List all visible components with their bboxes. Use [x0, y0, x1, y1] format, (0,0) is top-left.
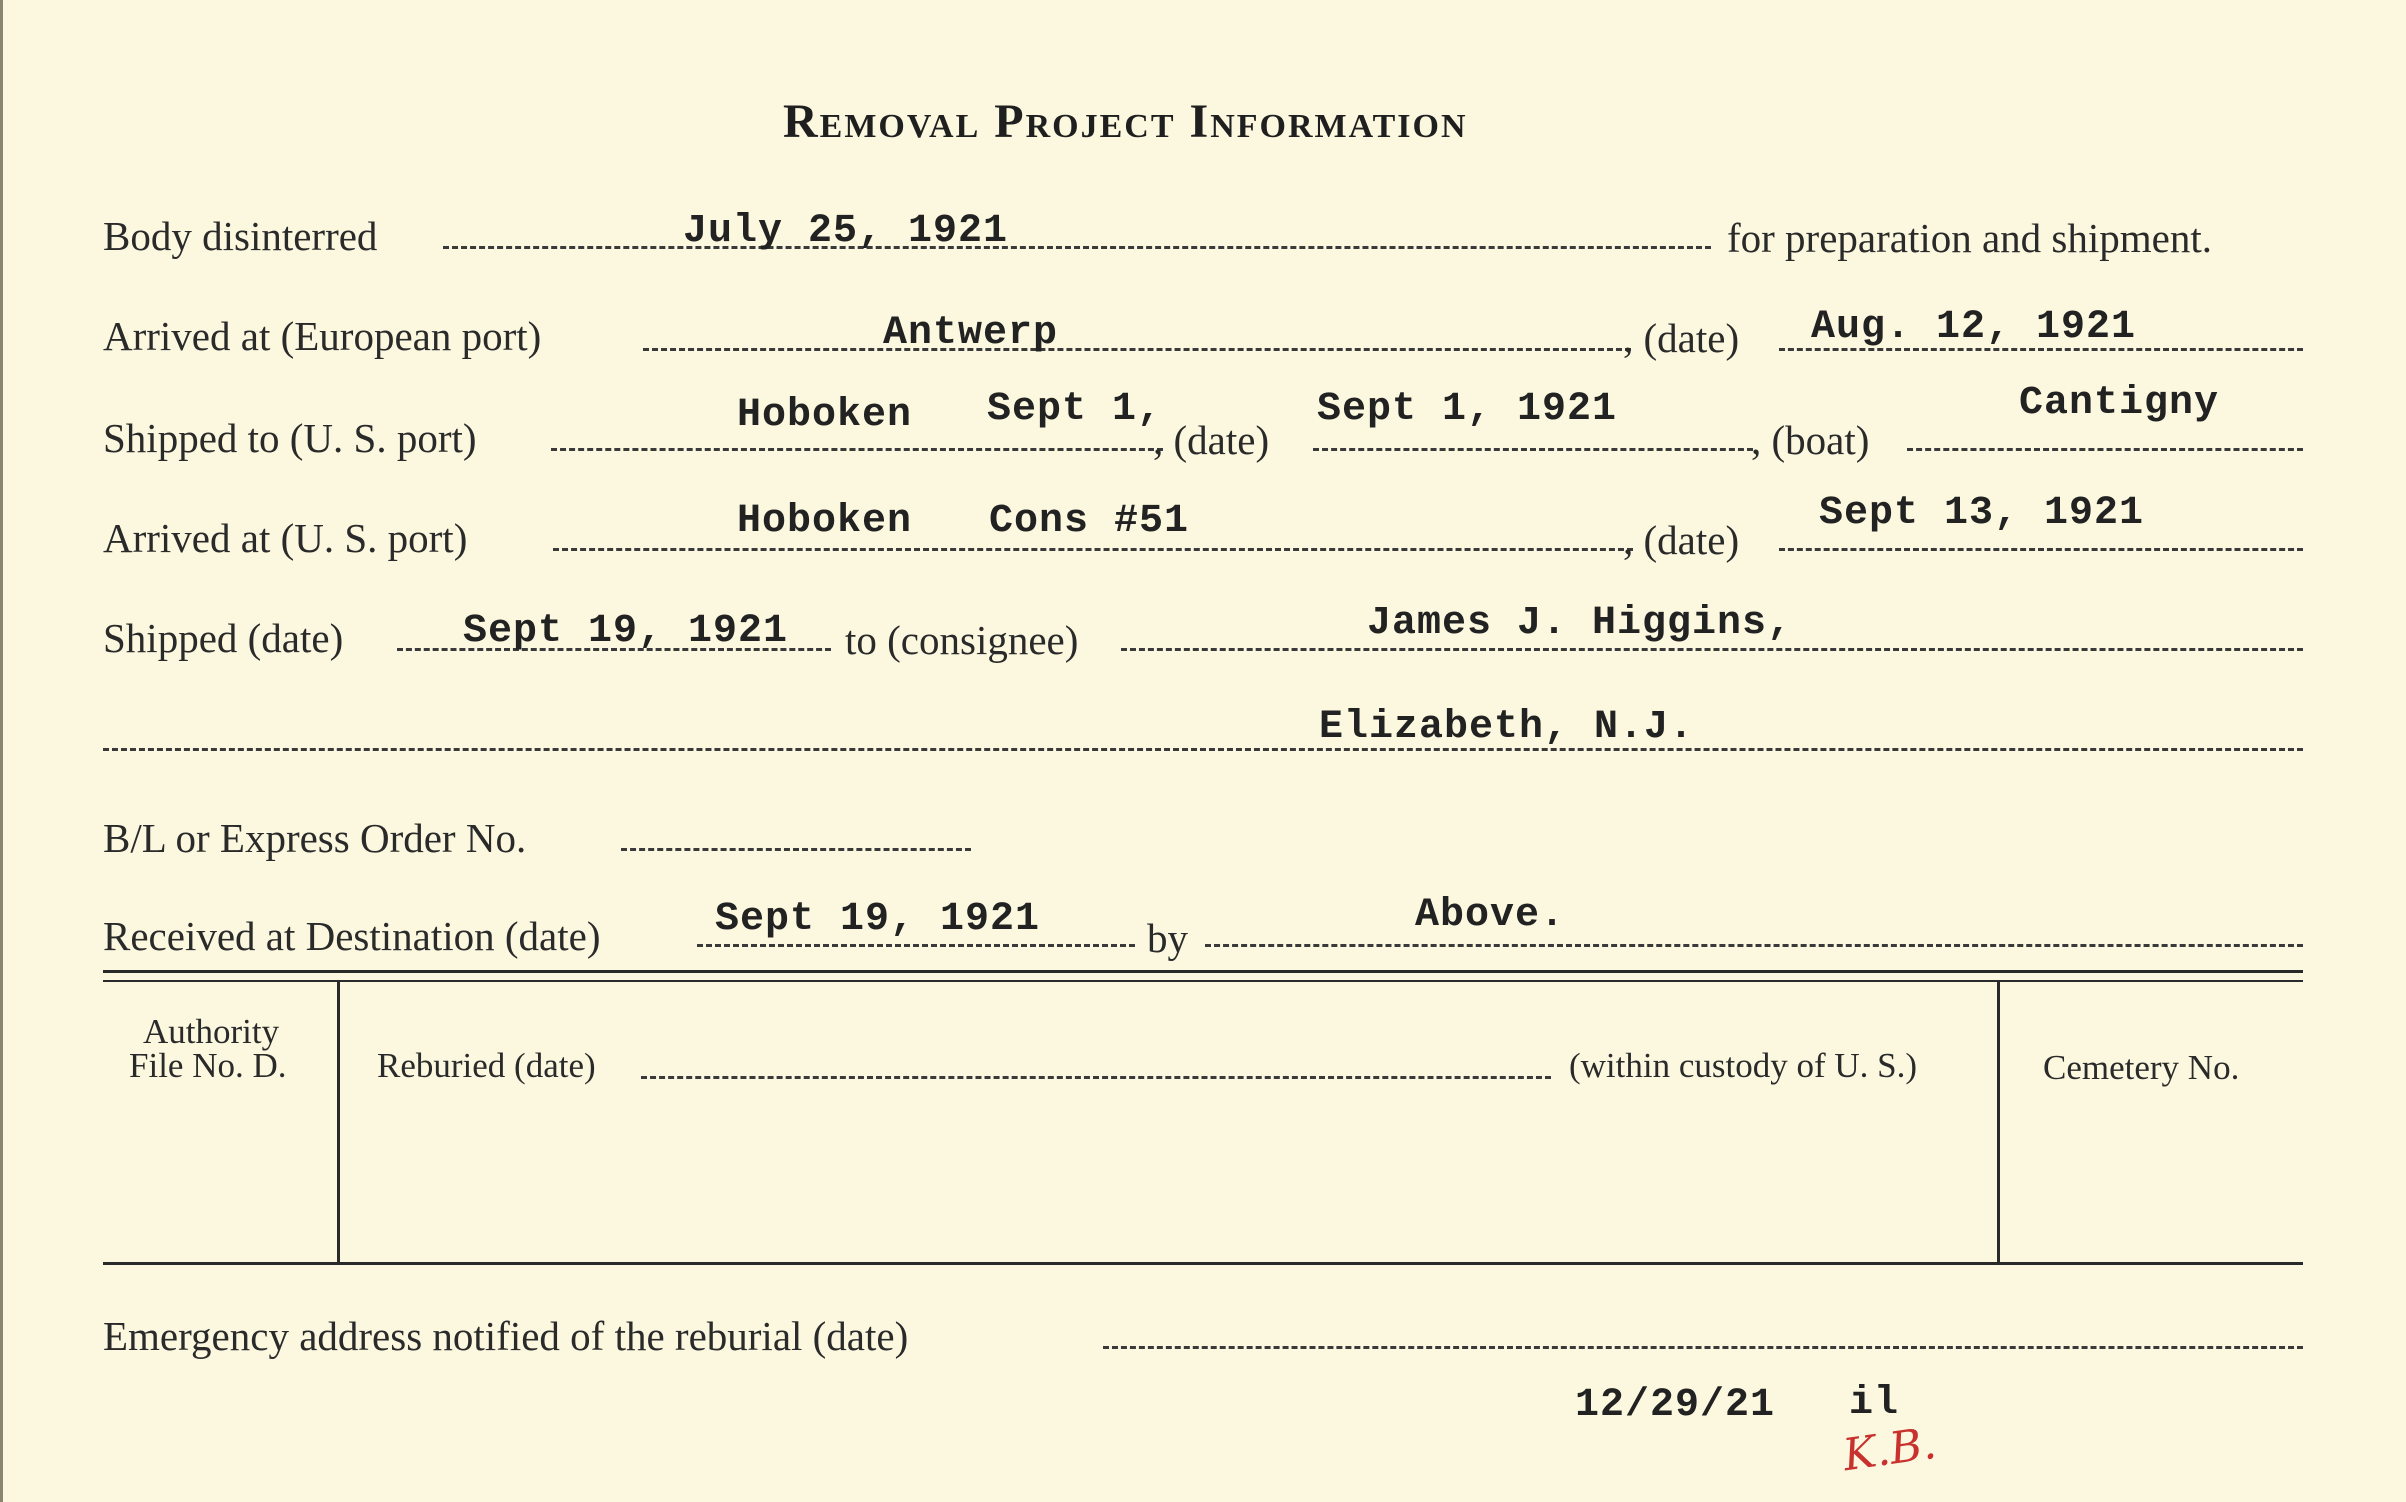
shipped-to-boat-line [1907, 448, 2303, 451]
shipped-to-date-line [1313, 448, 1753, 451]
consignee-name: James J. Higgins, [1367, 601, 1793, 646]
disinterred-value: July 25, 1921 [683, 209, 1009, 254]
page-title: Removal Project Information [783, 95, 1468, 148]
received-label: Received at Destination (date) [103, 913, 601, 959]
disinterred-line [443, 246, 1711, 249]
european-port-line [643, 348, 1631, 351]
disinterred-suffix: for preparation and shipment. [1727, 215, 2213, 261]
consignee-label: to (consignee) [845, 617, 1079, 663]
footer-date: 12/29/21 [1575, 1383, 1776, 1428]
consignee-line [1121, 648, 2303, 651]
shipped-date: Sept 19, 1921 [463, 609, 789, 654]
shipped-to-boat: Cantigny [2019, 381, 2220, 426]
arrived-us-date: Sept 13, 1921 [1819, 491, 2145, 536]
shipped-to-value: Hoboken [737, 393, 913, 438]
table-divider-left [337, 982, 340, 1262]
emergency-line [1103, 1346, 2303, 1349]
footer-initials: K.B. [1839, 1417, 1940, 1482]
bl-order-line [621, 848, 971, 851]
received-by-label: by [1147, 915, 1188, 961]
received-by-line [1205, 944, 2303, 947]
shipped-to-line [551, 448, 1163, 451]
arrived-us-date-label: , (date) [1623, 517, 1740, 563]
bl-order-label: B/L or Express Order No. [103, 815, 527, 861]
arrived-us-label: Arrived at (U. S. port) [103, 515, 468, 561]
european-port-value: Antwerp [883, 311, 1059, 356]
arrived-us-line [553, 548, 1633, 551]
footer-code: il [1849, 1381, 1900, 1426]
received-date: Sept 19, 1921 [715, 897, 1041, 942]
consignee-address: Elizabeth, N.J. [1319, 705, 1695, 750]
reburied-line [641, 1076, 1551, 1079]
table-top-rule-1 [103, 970, 2303, 973]
table-bottom-rule [103, 1262, 2303, 1265]
european-port-date: Aug. 12, 1921 [1811, 305, 2137, 350]
reburied-label: Reburied (date) [377, 1046, 596, 1085]
received-by: Above. [1415, 893, 1566, 938]
emergency-label: Emergency address notified of the reburial (date) [103, 1313, 909, 1359]
european-port-label: Arrived at (European port) [103, 313, 542, 359]
shipped-to-value2: Sept 1, [987, 387, 1163, 432]
european-port-date-label: , (date) [1623, 315, 1740, 361]
shipped-to-boat-label: , (boat) [1751, 417, 1870, 463]
disinterred-label: Body disinterred [103, 213, 378, 259]
custody-label: (within custody of U. S.) [1569, 1046, 1918, 1085]
file-no-label: File No. D. [129, 1046, 287, 1085]
table-top-rule-2 [103, 980, 2303, 982]
address-line [103, 748, 2303, 751]
arrived-us-value2: Cons #51 [989, 499, 1190, 544]
received-date-line [697, 944, 1135, 947]
arrived-us-value: Hoboken [737, 499, 913, 544]
arrived-us-date-line [1779, 548, 2303, 551]
cemetery-no-label: Cemetery No. [2043, 1048, 2240, 1087]
shipped-to-label: Shipped to (U. S. port) [103, 415, 477, 461]
table-divider-right [1997, 982, 2000, 1262]
shipped-to-date: Sept 1, 1921 [1317, 387, 1618, 432]
shipped-to-date-label: , (date) [1153, 417, 1270, 463]
shipped-label: Shipped (date) [103, 615, 344, 661]
authority-label: Authority [143, 1012, 280, 1051]
